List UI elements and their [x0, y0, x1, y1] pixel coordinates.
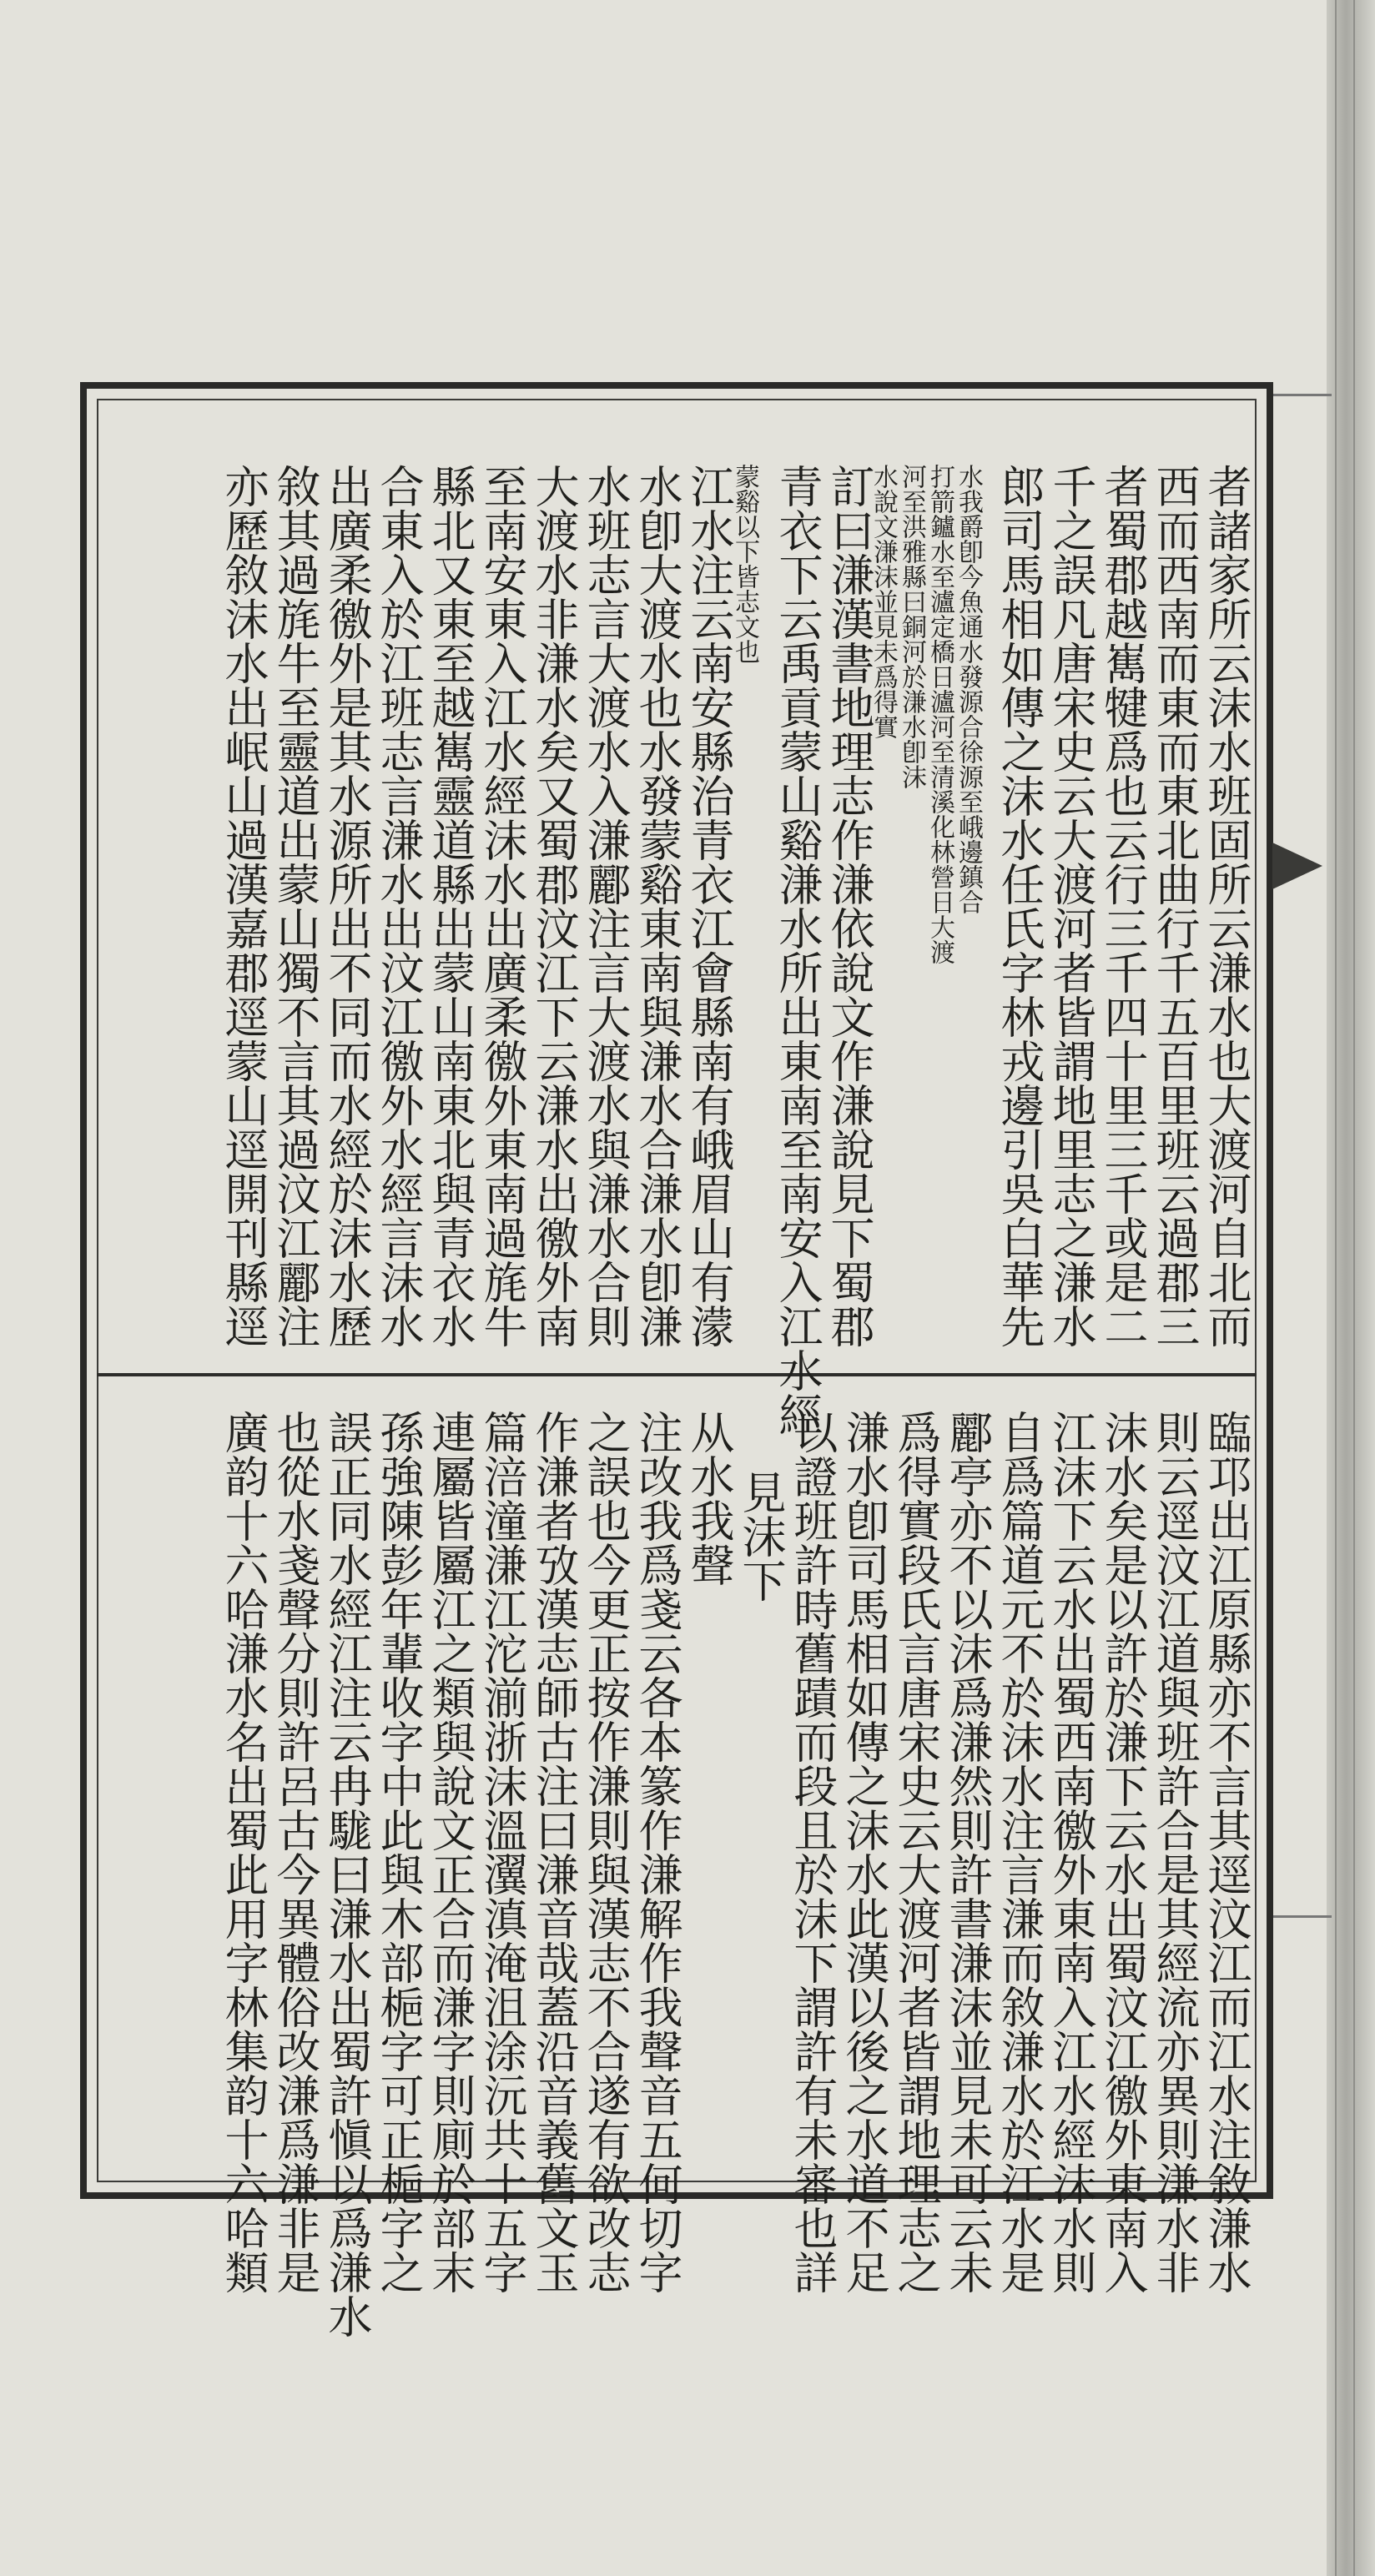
upper-column: 水班志言大渡水入溓酈注言大渡水與溓水合則	[580, 464, 631, 1348]
lower-column: 則云逕汶江道與班許合是其經流亦異則溓水非	[1149, 1410, 1200, 2294]
lower-column: 誤正同水經江注云冉駹曰溓水出蜀許愼以爲溓水	[321, 1410, 372, 2338]
upper-column: 打箭鑪水至瀘定橋日瀘河至清溪化林營日大渡	[925, 464, 954, 964]
lower-column: 爲得實段氏言唐宋史云大渡河者皆謂地理志之	[890, 1410, 941, 2294]
upper-column: 水我爵卽今魚通水發源合徐源至峨邊鎮合	[954, 464, 983, 914]
upper-column: 合東入於江班志言溓水出汶江徼外水經言沫水	[373, 464, 424, 1348]
upper-column: 水說文溓沫並見未爲得實	[869, 464, 898, 739]
upper-column: 至南安東入江水經沫水出廣柔徼外東南過旄牛	[476, 464, 527, 1348]
lower-column: 从水我聲	[683, 1410, 734, 1587]
upper-column: 者諸家所云沫水班固所云溓水也大渡河自北而	[1201, 464, 1252, 1348]
upper-column: 者蜀郡越嶲犍爲也云行三千四十里三千或是二	[1097, 464, 1148, 1348]
upper-column: 西而西南而東而東北曲行千五百里班云過郡三	[1149, 464, 1200, 1348]
lower-column: 篇涪潼溓江沱湔浙沫溫瀷滇淹沮涂沅共十五字	[476, 1410, 527, 2294]
upper-column: 江水注云南安縣治青衣江會縣南有峨眉山有濛	[683, 464, 734, 1348]
edge-line	[1335, 0, 1337, 2576]
lower-column: 廣韵十六哈溓水名出蜀此用字林集韵十六哈類	[218, 1410, 269, 2294]
frame-tail	[1273, 394, 1332, 396]
upper-column: 水卽大渡水也水發蒙谿東南與溓水合溓水卽溓	[632, 464, 682, 1348]
lower-column: 之誤也今更正按作溓則與漢志不合遂有欲改志	[580, 1410, 631, 2294]
register-divider	[97, 1373, 1257, 1376]
lower-column: 酈亭亦不以沫爲溓然則許書溓沫並見未可云未	[942, 1410, 993, 2294]
upper-column: 縣北又東至越嶲靈道縣出蒙山南東北與青衣水	[425, 464, 476, 1348]
lower-column: 注改我爲戔云各本篆作溓解作我聲音五何切字	[632, 1410, 682, 2294]
upper-column: 青衣下云禹貢蒙山谿溓水所出東南至南安入江水經	[772, 464, 823, 1436]
upper-column: 大渡水非溓水矣又蜀郡汶江下云溓水出徼外南	[528, 464, 579, 1348]
lower-column: 溓水卽司馬相如傳之沫水此漢以後之水道不足	[839, 1410, 889, 2294]
lower-column: 作溓者攷漢志師古注曰溓音哉蓋沿音義舊文玉	[528, 1410, 579, 2294]
lower-column: 見沫下	[735, 1470, 786, 1602]
upper-column: 訂曰溓漢書地理志作溓依說文作溓說見下蜀郡	[823, 464, 874, 1348]
upper-column: 亦歷敘沫水出岷山過漢嘉郡逕蒙山逕開刊縣逕	[218, 464, 269, 1348]
edge-line	[1353, 0, 1355, 2576]
lower-column: 以證班許時舊蹟而段且於沫下謂許有未審也詳	[787, 1410, 838, 2294]
upper-column: 出廣柔徼外是其水源所出不同而水經於沫水歷	[321, 464, 372, 1348]
lower-column: 連屬皆屬江之類與說文正合而溓字則廁於部末	[425, 1410, 476, 2294]
lower-column: 自爲篇道元不於沫水注言溓而敘溓水於江水是	[994, 1410, 1045, 2294]
lower-column: 江沫下云水出蜀西南徼外東南入江水經沫水則	[1045, 1410, 1096, 2294]
fold-marker	[1272, 843, 1322, 889]
upper-column: 蒙谿以下皆志文也	[730, 464, 759, 664]
lower-column: 也從水戔聲分則許呂古今異體俗改溓爲溓非是	[269, 1410, 320, 2294]
lower-column: 沫水矣是以許於溓下云水出蜀汶江徼外東南入	[1097, 1410, 1148, 2294]
lower-column: 臨邛出江原縣亦不言其逕汶江而江水注敘溓水	[1201, 1410, 1252, 2294]
upper-column: 河至洪雅縣曰銅河於溓水卽沫	[897, 464, 926, 789]
upper-column: 郎司馬相如傳之沫水任氏字林戎邊引吳白華先	[994, 464, 1045, 1348]
lower-column: 孫強陳彭年輩收字中此與木部梔字可正梔字之	[373, 1410, 424, 2294]
book-edge	[1327, 0, 1375, 2576]
frame-tail	[1273, 1915, 1332, 1918]
upper-column: 敘其過旄牛至靈道出蒙山獨不言其過汶江酈注	[269, 464, 320, 1348]
upper-column: 千之誤凡唐宋史云大渡河者皆謂地里志之溓水	[1045, 464, 1096, 1348]
